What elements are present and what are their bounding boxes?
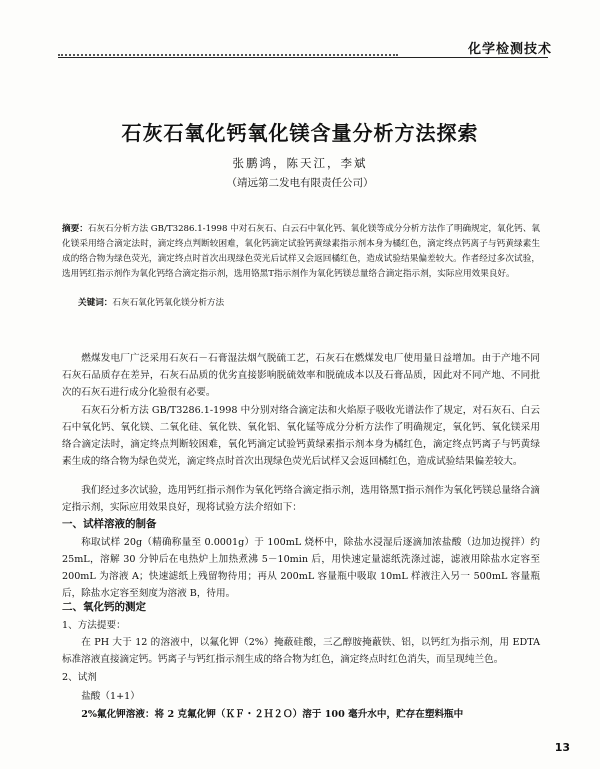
body-paragraph: 燃煤发电厂广泛采用石灰石－石膏湿法烟气脱硫工艺，石灰石在燃煤发电厂使用量日益增加。由于产地不同石灰石品质存在差异，石灰石品质的优劣直接影响脱硫效率和脱硫成本以及石膏品质，因此对不同产地、不同批次的石灰石进行成分化验很有必要。 bbox=[62, 353, 540, 398]
reagent-line: 2%氟化钾溶液：将 2 克氟化钾（ＫＦ・２Ｈ２Ｏ）溶于 100 毫升水中，贮存在塑料瓶中 bbox=[81, 709, 464, 720]
authors: 张鹏鸿，陈天江，李斌 bbox=[232, 156, 368, 170]
keywords-label: 关键词： bbox=[78, 298, 113, 308]
header-rule bbox=[58, 57, 548, 58]
section-heading: 一、试样溶液的制备 bbox=[62, 518, 157, 530]
subsection-heading: 2、试剂 bbox=[62, 672, 97, 683]
keywords-text: 石灰石氧化钙氧化镁分析方法 bbox=[112, 298, 225, 308]
article-title: 石灰石氧化钙氧化镁含量分析方法探索 bbox=[121, 121, 479, 145]
abstract bbox=[62, 222, 540, 282]
body-paragraph: 我们经过多次试验，选用钙红指示剂作为氧化钙络合滴定指示剂，选用铬黑T指示剂作为氧化钙镁总量络合滴定指示剂，实际应用效果良好，现将试验方法介绍如下： bbox=[62, 485, 540, 513]
body-paragraph: 称取试样 20g（精确称量至 0.0001g）于 100mL 烧杯中，除盐水浸湿后逐滴加浓盐酸（边加边搅拌）约 25mL，溶解 30 分钟后在电热炉上加热煮沸 5－10min 后，用快速定量滤纸洗涤过滤，滤液用除盐水定容至 200mL 为溶液 A；快速滤纸上残留物待用；再从 200mL 容量瓶中吸取 10mL 样液注入另一 500mL 容量瓶后，除盐水定容至刻度为溶液 B，待用。 bbox=[62, 537, 540, 599]
abstract-label: 摘要： bbox=[62, 224, 88, 234]
affiliation: （靖远第二发电有限责任公司） bbox=[226, 177, 374, 189]
running-header: 化学检测技术 bbox=[467, 42, 552, 57]
reagent-line: 盐酸（1+1） bbox=[81, 691, 140, 702]
subsection-heading: 1、方法提要： bbox=[62, 620, 126, 631]
abstract-text: 石灰石分析方法 GB/T3286.1-1998 中对石灰石、白云石中氧化钙、氧化镁等成分分析方法作了明确规定，氧化钙、氧化镁采用络合滴定法时，滴定终点判断较困难，氧化钙滴定试验钙黄绿素指示剂本身为橘红色，滴定终点钙离子与钙黄绿素生成的络合物为绿色荧光，滴定终点时首次出现绿色荧光后试样又会返回橘红色，造成试验结果偏差较大。作者经过多次试验，选用钙红指示剂作为氧化钙络合滴定指示剂，选用铬黑T指示剂作为氧化钙镁总量络合滴定指示剂，实际应用效果良好。 bbox=[62, 224, 540, 279]
body-paragraph: 石灰石分析方法 GB/T3286.1-1998 中分别对络合滴定法和火焰原子吸收光谱法作了规定，对石灰石、白云石中氧化钙、氧化镁、二氧化硅、氧化铁、氧化铝、氧化锰等成分分析方法作了明确规定，氧化钙、氧化镁采用络合滴定法时，滴定终点判断较困难，氧化钙滴定试验钙黄绿素指示剂本身为橘红色，滴定终点钙离子与钙黄绿素生成的络合物为绿色荧光，滴定终点时首次出现绿色荧光后试样又会返回橘红色，造成试验结果偏差较大。 bbox=[62, 405, 540, 467]
header-decorative-rule bbox=[58, 54, 398, 56]
body-paragraph: 在 PH 大于 12 的溶液中，以氟化钾（2%）掩蔽硅酸，三乙醇胺掩蔽铁、铝，以钙红为指示剂，用 EDTA 标准溶液直接滴定钙。钙离子与钙红指示剂生成的络合物为红色，滴定终点时红色消失，而呈现纯兰色。 bbox=[62, 637, 540, 665]
keywords bbox=[78, 296, 538, 311]
section-heading: 二、氧化钙的测定 bbox=[62, 601, 146, 613]
page-number: 13 bbox=[554, 741, 570, 754]
